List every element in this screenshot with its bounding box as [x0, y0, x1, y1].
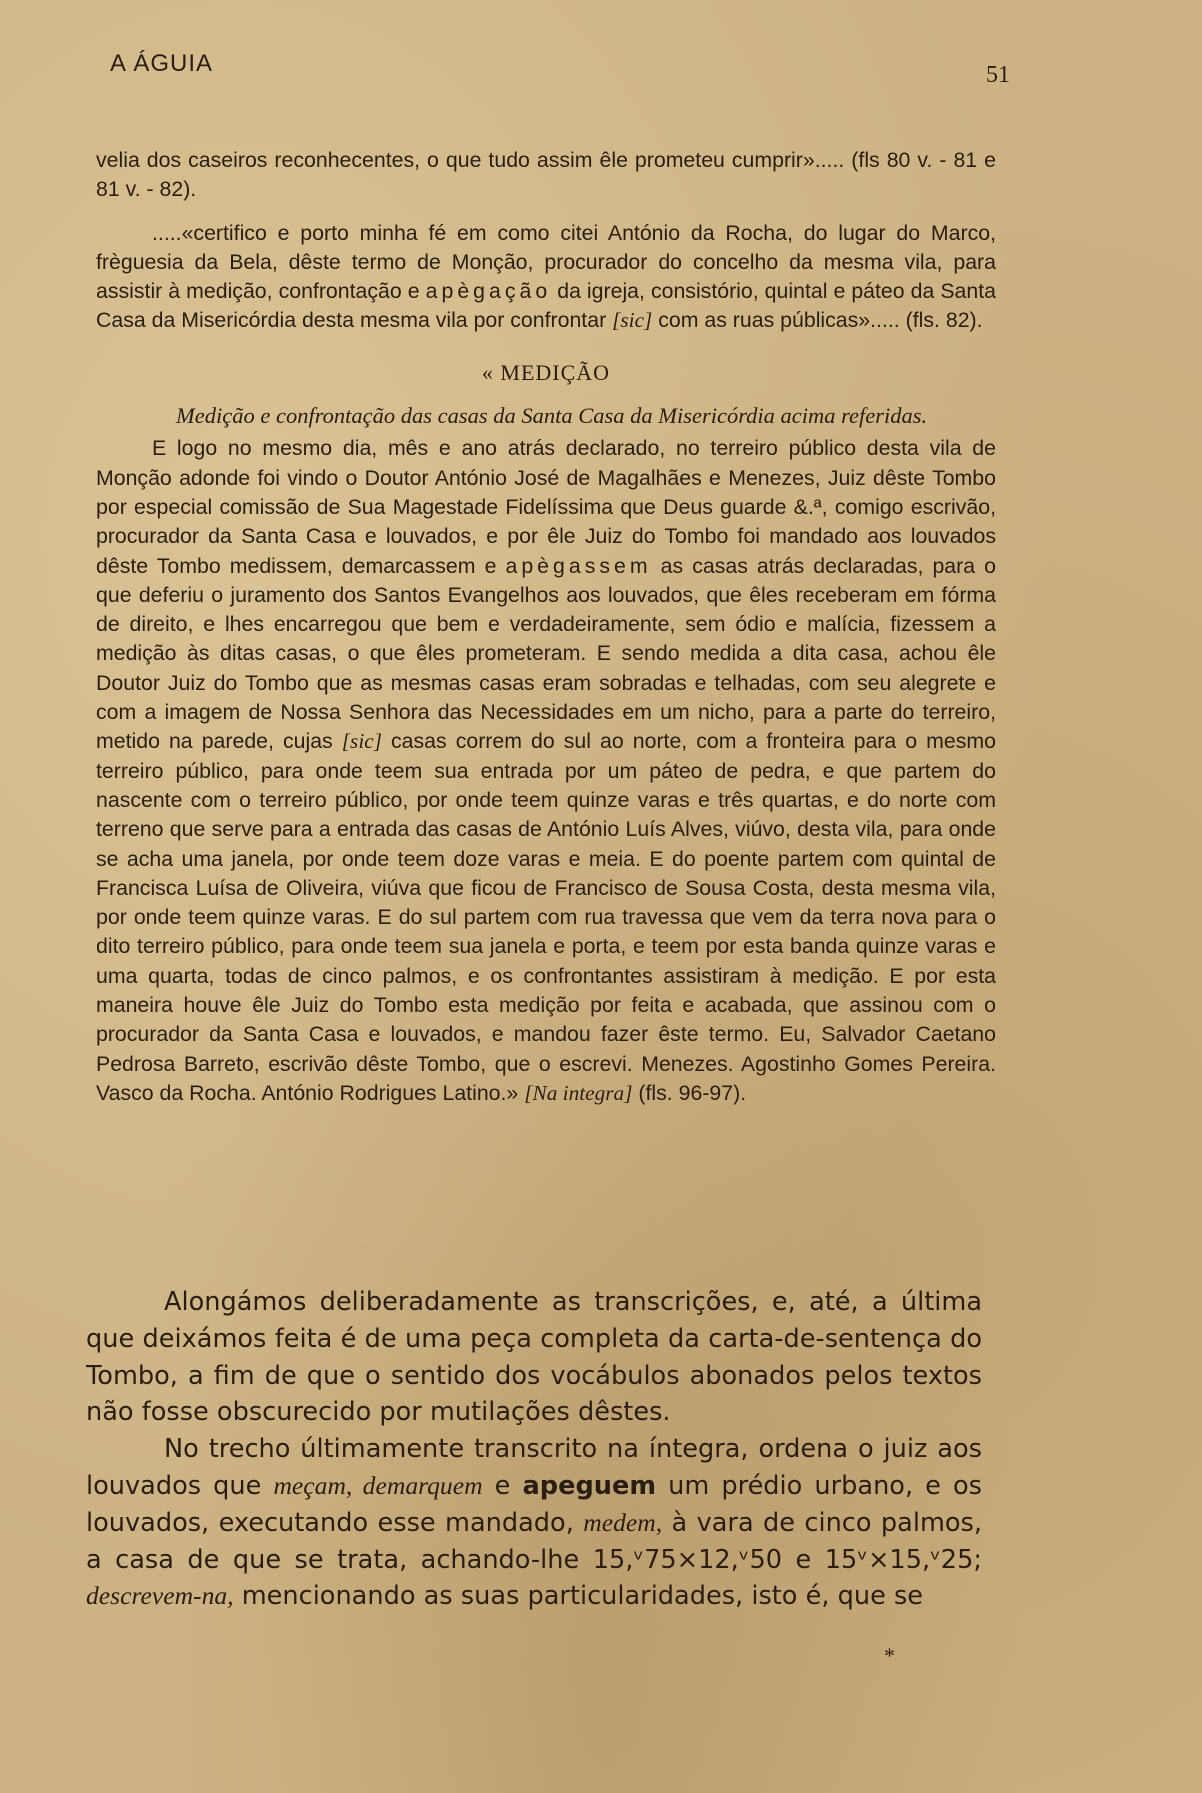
text-run: mencionando as suas particularidades, isto é, que se: [241, 1581, 924, 1612]
commentary-block: [86, 1284, 982, 1615]
text-run: as casas atrás declaradas, para o que deferiu o juramento dos Santos Evangelhos aos louvados, que êles receberam em fórma de direito, e lhes encarregou que bem e verdadeiramente, sem ódio e malícia, fizessem a medição às ditas casas, o que êles prometeram. E sendo medida a dita casa, achou êle Doutor Juiz do Tombo que as mesmas casas eram sobradas e telhadas, com seu alegrete e com a imagem de Nossa Senhora das Necessidades em um nicho, para a parte do terreiro, metido na parede, cujas: [96, 553, 996, 754]
text-run: No trecho últimamente transcrito na íntegra, ordena o juiz aos louvados que: [86, 1434, 982, 1501]
text-run: E logo no mesmo dia, mês e ano atrás declarado, no terreiro público desta vila de Monção adonde foi vindo o Doutor António José de Magalhães e Menezes, Juiz dêste Tombo por especial comissão de Sua Magestade Fidelíssima que Deus guarde &.ª, comigo escrivão, procurador da Santa Casa e louvados, e por êle Juiz do Tombo foi mandado aos louvados dêste Tombo medissem, demarcassem e: [96, 436, 996, 578]
emphasized-word: descrevem-na,: [86, 1581, 234, 1611]
section-title: « MEDIÇÃO: [481, 359, 611, 385]
running-title: A ÁGUIA: [110, 50, 214, 77]
bold-word: apeguem: [522, 1470, 657, 1501]
text-run: .....«certifico e porto minha fé em como citei António da Rocha, do lugar do Marco, frèguesia da Bela, dêste termo de Monção, procurador do concelho da mesma vila, para assistir à medição, confrontação e: [96, 220, 996, 304]
text-run: casas correm do sul ao norte, com a fronteira para o mesmo terreiro público, para onde teem sua entrada por um páteo de pedra, e que partem do nascente com o terreiro público, por onde teem quinze varas e três quartas, e do norte com terreno que serve para a entrada das casas de António Luís Alves, viúvo, desta vila, para onde se acha uma janela, por onde teem doze varas e meia. E do poente partem com quintal de Francisca Luísa de Oliveira, viúva que ficou de Francisco de Sousa Costa, desta mesma vila, por onde teem quinze varas. E do sul partem com rua travessa que vem da terra nova para o dito terreiro público, para onde teem sua janela e porta, e teem por esta banda quinze varas e uma quarta, todas de cinco palmos, e os confrontantes assistiram à medição. E por esta maneira houve êle Juiz do Tombo esta medição por feita e acabada, que assinou com o procurador da Santa Casa e louvados, e mandou fazer êste termo. Eu, Salvador Caetano Pedrosa Barreto, escrivão dêste Tombo, que o escrevi. Menezes. Agostinho Gomes Pereira. Vasco da Rocha. António Rodrigues Latino.»: [96, 729, 996, 1105]
spaced-word: apègação: [425, 279, 552, 304]
page-number: 51: [986, 62, 1010, 88]
commentary-paragraph: [86, 1431, 982, 1615]
text-run: da igreja, consistório, quintal e páteo da Santa Casa da Misericórdia desta mesma vila por confrontar: [96, 279, 997, 333]
page-header: [110, 50, 1010, 90]
spaced-word: apègassem: [505, 553, 652, 578]
emphasized-word: meçam, demarquem: [273, 1470, 483, 1500]
text-run: (fls. 96-97).: [638, 1080, 747, 1105]
commentary-paragraph: Alongámos deliberadamente as transcrições, e, até, a última que deixámos feita é de uma peça completa da carta-de-sentença do Tombo, a fim de que o sentido dos vocábulos abonados pelos textos não fosse obscurecido por mutilações dêstes.: [86, 1287, 982, 1428]
text-run: à vara de cinco palmos, a casa de que se trata, achando-lhe 15,ᵛ75×12,ᵛ50 e 15ᵛ×15,ᵛ25;: [86, 1507, 983, 1575]
quote-paragraph: velia dos caseiros reconhecentes, o que tudo assim êle prometeu cumprir»..... (fls 80 v. - 81 e 81 v. - 82).: [96, 148, 996, 202]
quote-paragraph: [96, 219, 996, 336]
quoted-document-block: [96, 146, 996, 1108]
text-run: um prédio urbano, e os louvados, executando esse mandado,: [86, 1470, 983, 1538]
emphasized-word: medem,: [583, 1507, 663, 1537]
signature-mark: *: [884, 1643, 895, 1668]
text-run: e: [494, 1470, 511, 1501]
sic-mark: [sic]: [612, 308, 653, 333]
section-subtitle: Medição e confrontação das casas da Santa Casa da Misericórdia acima referidas.: [176, 403, 928, 429]
quote-paragraph: [96, 434, 996, 1108]
sic-mark: [sic]: [341, 729, 382, 754]
text-run: com as ruas públicas»..... (fls. 82).: [658, 308, 983, 333]
integra-mark: [Na integra]: [524, 1080, 633, 1105]
